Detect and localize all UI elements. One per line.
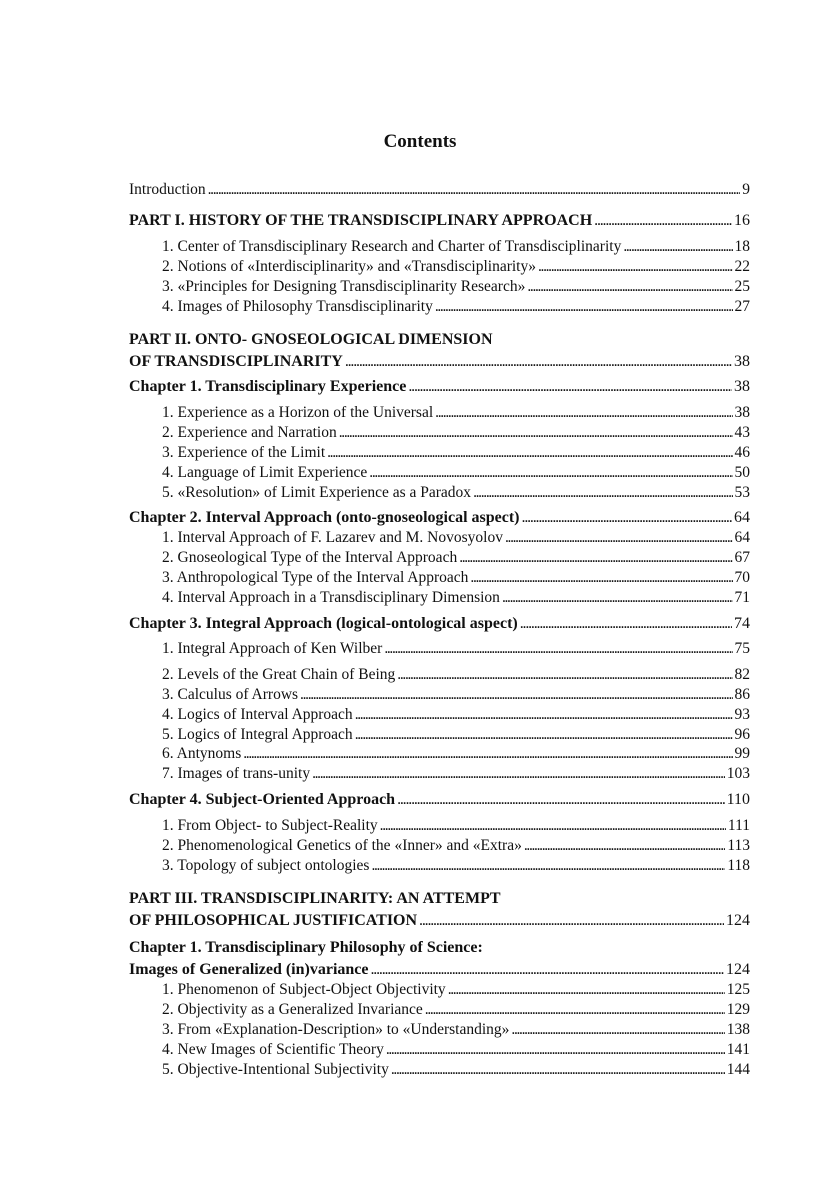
toc-entry[interactable]: 3. «Principles for Designing Transdisciplinarity Research» . . . 25 [162,277,750,297]
toc-part-line: PART II. ONTO- GNOSEOLOGICAL DIMENSION [129,331,493,348]
toc-chapter[interactable]: Chapter 3. Integral Approach (logical-ontological aspect) . . . 74 [129,614,750,634]
toc-entry[interactable]: 4. Language of Limit Experience . . . 50 [162,463,750,483]
toc-entry[interactable]: 1. Experience as a Horizon of the Universal . . . 38 [162,403,750,423]
toc-entry[interactable]: 5. Logics of Integral Approach . . . 96 [162,725,750,745]
toc-entry[interactable]: 2. Experience and Narration . . . 43 [162,423,750,443]
page-title: Contents [383,131,457,152]
toc-chapter[interactable]: Chapter 4. Subject-Oriented Approach . . . 110 [129,790,750,810]
toc-entry[interactable]: 3. Experience of the Limit . . . 46 [162,443,750,463]
toc-entry[interactable]: 4. New Images of Scientific Theory . . . 141 [162,1040,750,1060]
toc-chapter[interactable]: Chapter 1. Transdisciplinary Experience . . . 38 [129,377,750,397]
toc-part-line: PART III. TRANSDISCIPLINARITY: AN ATTEMPT [129,890,501,907]
toc-entry[interactable]: 3. From «Explanation-Description» to «Understanding» . . . 138 [162,1020,750,1040]
toc-entry[interactable]: 1. Phenomenon of Subject-Object Objectivity . . . 125 [162,980,750,1000]
toc-entry[interactable]: 4. Images of Philosophy Transdisciplinarity . . . 27 [162,297,750,317]
toc-entry[interactable]: 2. Gnoseological Type of the Interval Approach . . . 67 [162,548,750,568]
toc-entry[interactable]: 4. Interval Approach in a Transdisciplinary Dimension . . . 71 [162,588,750,608]
toc-entry[interactable]: 3. Topology of subject ontologies . . . 118 [162,856,750,876]
toc-chapter[interactable]: Chapter 2. Interval Approach (onto-gnoseological aspect) . . . 64 [129,508,750,528]
toc-entry[interactable]: 3. Calculus of Arrows . . . 86 [162,685,750,705]
toc-entry[interactable]: 1. Interval Approach of F. Lazarev and M. Novosyolov . . . 64 [162,528,750,548]
toc-entry[interactable]: 6. Antynoms . . . 99 [162,744,750,764]
toc-entry[interactable]: 2. Notions of «Interdisciplinarity» and «Transdisciplinarity» . . . 22 [162,257,750,277]
toc-entry[interactable]: 1. Integral Approach of Ken Wilber . . . 75 [162,639,750,659]
toc-entry[interactable]: 2. Levels of the Great Chain of Being . . . 82 [162,665,750,685]
toc-entry[interactable]: 5. Objective-Intentional Subjectivity . . . 144 [162,1060,750,1080]
toc-chapter[interactable]: Images of Generalized (in)variance . . . 124 [129,960,750,980]
toc-entry[interactable]: Introduction . . . 9 [129,180,750,200]
toc-entry[interactable]: 3. Anthropological Type of the Interval Approach . . . 70 [162,568,750,588]
toc-entry[interactable]: 1. From Object- to Subject-Reality . . . 111 [162,816,750,836]
toc-entry[interactable]: 5. «Resolution» of Limit Experience as a Paradox . . . 53 [162,483,750,503]
toc-part[interactable]: PART I. HISTORY OF THE TRANSDISCIPLINARY APPROACH . . . 16 [129,211,750,231]
toc-entry[interactable]: 4. Logics of Interval Approach . . . 93 [162,705,750,725]
toc-part[interactable]: OF TRANSDISCIPLINARITY . . . 38 [129,352,750,372]
toc-entry[interactable]: 2. Objectivity as a Generalized Invariance . . . 129 [162,1000,750,1020]
toc-entry[interactable]: 2. Phenomenological Genetics of the «Inner» and «Extra» . . . 113 [162,836,750,856]
toc-entry[interactable]: 1. Center of Transdisciplinary Research and Charter of Transdisciplinarity . . . 18 [162,237,750,257]
toc-entry[interactable]: 7. Images of trans-unity . . . 103 [162,764,750,784]
toc-chapter-line: Chapter 1. Transdisciplinary Philosophy of Science: [129,939,483,956]
toc-part[interactable]: OF PHILOSOPHICAL JUSTIFICATION . . . 124 [129,911,750,931]
